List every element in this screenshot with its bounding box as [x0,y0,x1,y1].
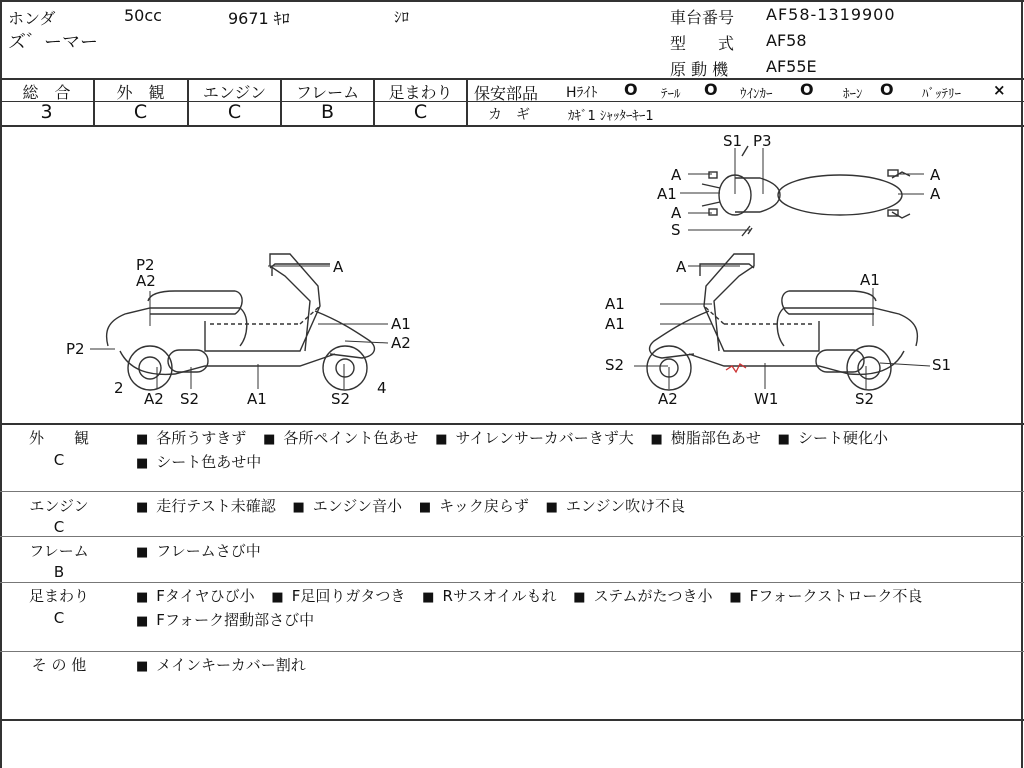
border-top [0,0,1024,2]
label: A1 [247,390,267,408]
type-value: AF58 [766,31,807,50]
type-label: 型 式 [670,34,735,53]
item: ■ 走行テスト未確認 [136,497,276,515]
safety-label: 保安部品 [474,84,539,103]
divider-diagram [0,423,1024,425]
tail-label: ﾃｰﾙ [661,87,681,102]
label: A2 [144,390,164,408]
item-line [136,609,922,633]
displacement: 50cc [124,6,162,25]
label: P2 [136,256,155,274]
frame-no-label: 車台番号 [670,8,735,27]
section-label-other: そ の 他 [31,656,87,674]
label: S2 [605,356,625,374]
label: A [333,258,344,276]
item-line [136,540,261,564]
section-grade-frame: B [53,563,65,581]
scooter-diagram [0,126,1024,423]
section-label-exterior: 外 観 [28,429,89,447]
label: A1 [860,271,880,289]
item: ■ Fフォーク摺動部さび中 [136,611,314,629]
item: ■ シート硬化小 [778,429,888,447]
headlight-status: O [624,80,638,99]
divider-sec2 [0,536,1024,537]
section-grade-engine: C [53,518,65,536]
model-name: ズ゛ーマー [8,32,98,53]
section-label-frame: フレーム [29,542,89,560]
winker-status: O [800,80,814,99]
label: S [671,221,681,239]
exterior-grade: C [133,101,148,123]
red-mark [726,364,746,372]
frame-no: AF58-1319900 [766,5,896,24]
suspension-label: 足まわり [388,83,453,102]
divider-sec1 [0,491,1024,492]
label: A [671,166,682,184]
label: 4 [377,379,387,397]
overall-label: 総 合 [22,83,71,102]
battery-status: × [993,81,1006,99]
item-line [136,585,922,609]
label: S1 [723,132,743,150]
mileage: 9671 ｷﾛ [228,9,290,28]
label: A2 [658,390,678,408]
top-view-outline [702,146,910,236]
item: ■ Fタイヤひび小 [136,587,255,605]
label: S2 [331,390,351,408]
engine-label: エンジン [202,83,267,102]
item: ■ Rサスオイルもれ [422,587,556,605]
frame-grade: B [320,101,335,123]
label: P2 [66,340,85,358]
label: W1 [754,390,779,408]
horn-status: O [880,80,894,99]
engine-model-value: AF55E [766,57,817,76]
section-items-suspension [136,585,922,633]
suspension-grade: C [413,101,428,123]
item-line [136,427,888,451]
maker: ホンダ [8,9,56,28]
exterior-label: 外 観 [116,83,165,102]
label: S1 [932,356,952,374]
section-items-frame [136,540,261,564]
section-label-engine: エンジン [29,497,89,515]
label: A [930,166,941,184]
item: ■ フレームさび中 [136,542,261,560]
engine-model-label: 原 動 機 [670,60,729,79]
frame-label: フレーム [295,83,360,102]
section-grade-exterior: C [53,451,65,469]
item: ■ サイレンサーカバーきず大 [435,429,634,447]
divider-sec4 [0,651,1024,652]
item: ■ メインキーカバー割れ [136,656,306,674]
label: S2 [855,390,875,408]
overall-grade: 3 [40,101,53,123]
divider-bottom [0,719,1024,721]
horn-label: ﾎｰﾝ [843,87,863,102]
label: P3 [753,132,772,150]
label: A1 [657,185,677,203]
section-items-engine [136,495,685,519]
item: ■ エンジン吹け不良 [546,497,686,515]
label: A2 [136,272,156,290]
section-label-suspension: 足まわり [28,587,89,605]
winker-label: ｳｲﾝｶｰ [740,87,773,102]
leader-lines [90,148,930,389]
item: ■ 各所うすきず [136,429,246,447]
color: ｼﾛ [394,8,410,26]
section-grade-suspension: C [53,609,65,627]
label: A [930,185,941,203]
label: A1 [391,315,411,333]
top-labels [657,132,941,239]
item-line [136,654,306,678]
label: A [676,258,687,276]
section-items-exterior [136,427,888,475]
divider-sec3 [0,582,1024,583]
key-value: ｶｷﾞ1 ｼｬｯﾀｰｷｰ1 [568,109,654,124]
item: ■ エンジン音小 [292,497,402,515]
battery-label: ﾊﾞｯﾃﾘｰ [922,87,961,102]
item-line [136,451,888,475]
item: ■ ステムがたつき小 [573,587,712,605]
label: A2 [391,334,411,352]
item: ■ F足回りガタつき [271,587,405,605]
section-items-other [136,654,306,678]
item: ■ 樹脂部色あせ [651,429,761,447]
engine-grade: C [227,101,242,123]
item: ■ Fフォークストローク不良 [729,587,922,605]
label: A1 [605,315,625,333]
tail-status: O [704,80,718,99]
item: ■ シート色あせ中 [136,453,261,471]
label: S2 [180,390,200,408]
item-line [136,495,685,519]
label: A [671,204,682,222]
label: A1 [605,295,625,313]
item: ■ 各所ペイント色あせ [263,429,418,447]
key-label: カ ギ [488,107,530,123]
item: ■ キック戻らず [419,497,529,515]
label: 2 [114,379,124,397]
headlight-label: Hﾗｲﾄ [566,85,598,101]
